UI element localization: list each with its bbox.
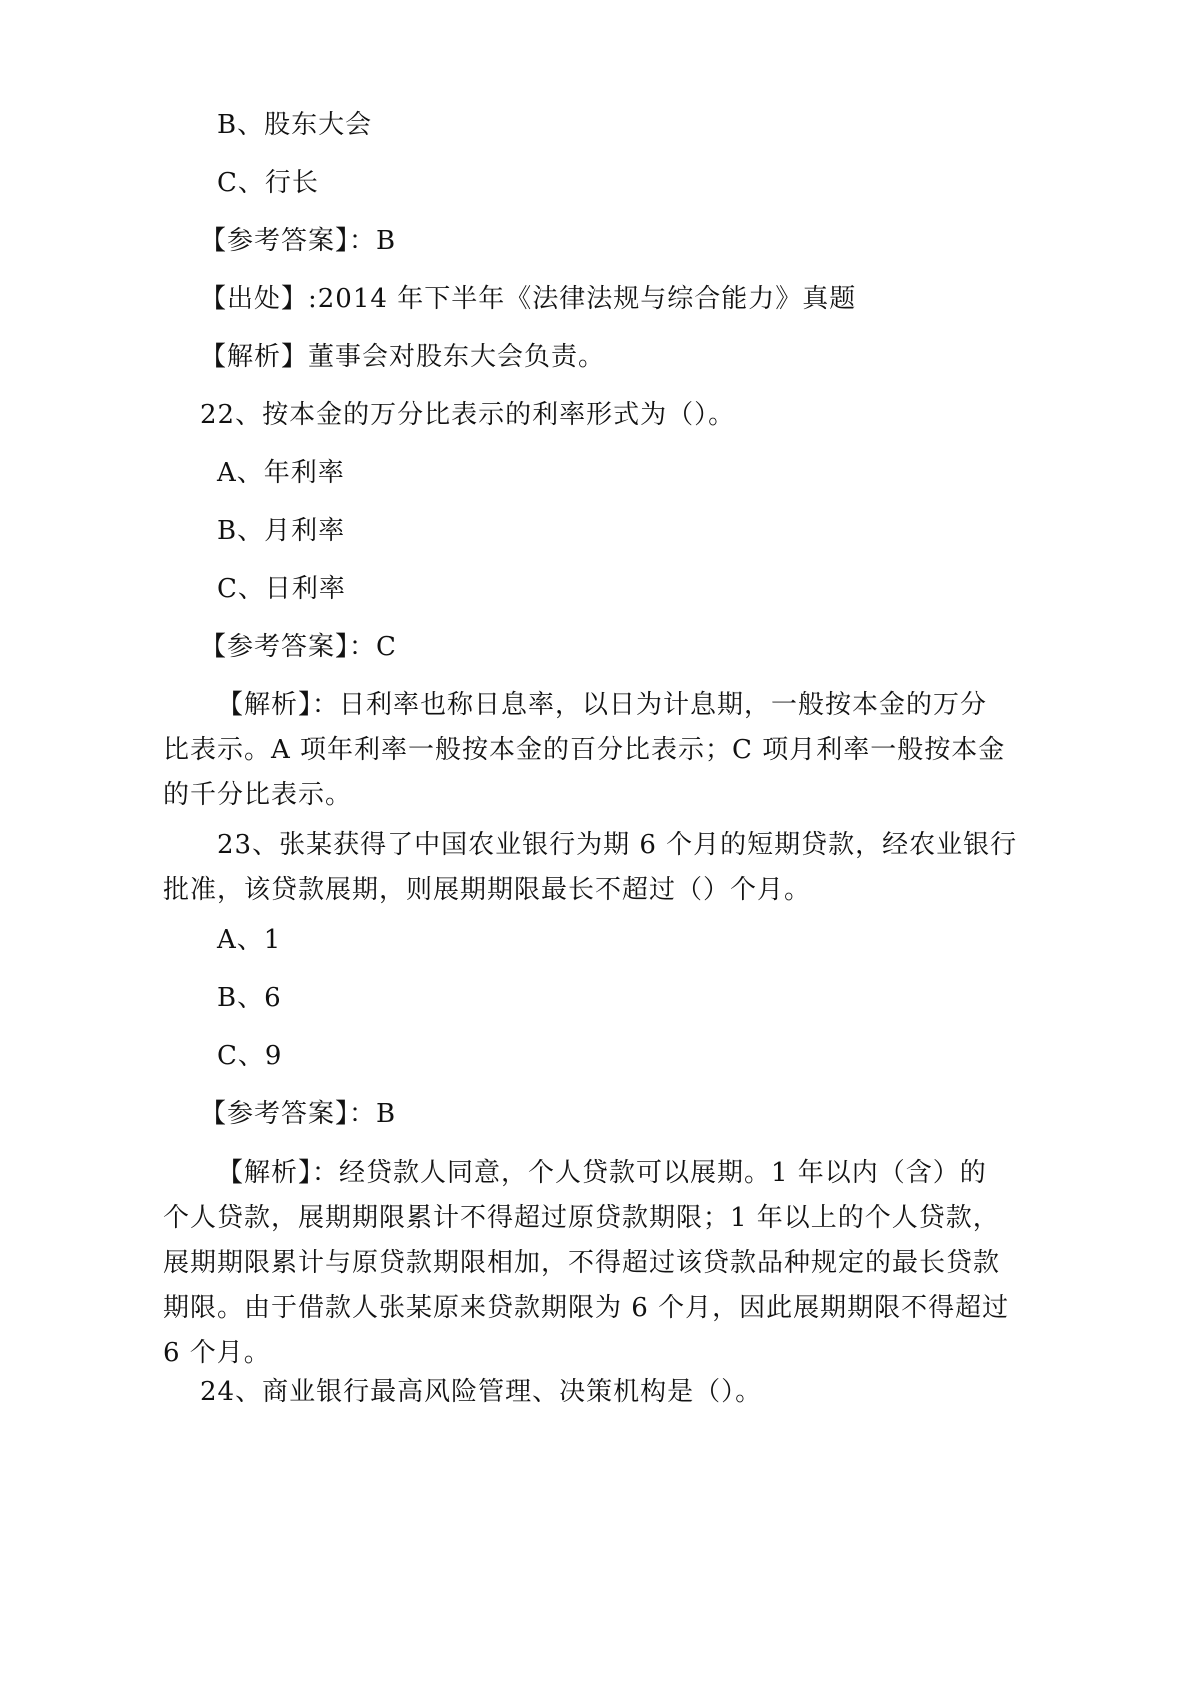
q23-analysis-line: 6 个月。 (163, 1338, 271, 1368)
q22-analysis-line: 比表示。A 项年利率一般按本金的百分比表示；C 项月利率一般按本金 (163, 735, 1006, 765)
q23-option-b: B、6 (217, 983, 282, 1013)
q23-answer: 【参考答案】：B (200, 1099, 397, 1129)
q23-question (163, 823, 1033, 913)
q22-analysis-line: 【解析】：日利率也称日息率，以日为计息期，一般按本金的万分 (217, 690, 988, 720)
q21-source: 【出处】:2014 年下半年《法律法规与综合能力》真题 (200, 284, 857, 314)
q22-option-a: A、年利率 (217, 458, 345, 488)
q23-option-c: C、9 (217, 1041, 283, 1071)
q21-analysis: 【解析】董事会对股东大会负责。 (200, 342, 606, 372)
q23-analysis-line: 期限。由于借款人张某原来贷款期限为 6 个月，因此展期期限不得超过 (163, 1293, 1010, 1323)
q22-option-b: B、月利率 (217, 516, 346, 546)
q23-question-line: 批准，该贷款展期，则展期期限最长不超过（）个月。 (163, 875, 812, 905)
q23-question-line: 23、张某获得了中国农业银行为期 6 个月的短期贷款，经农业银行 (217, 830, 1018, 860)
q21-option-c: C、行长 (217, 168, 319, 198)
q23-option-a: A、1 (217, 925, 282, 955)
q21-answer: 【参考答案】：B (200, 226, 397, 256)
q24-question: 24、商业银行最高风险管理、决策机构是（）。 (200, 1377, 763, 1407)
q23-analysis (163, 1151, 1033, 1376)
q22-analysis (163, 683, 1033, 818)
q22-analysis-line: 的千分比表示。 (163, 780, 353, 810)
q22-option-c: C、日利率 (217, 574, 346, 604)
q23-analysis-line: 【解析】：经贷款人同意，个人贷款可以展期。1 年以内（含）的 (217, 1158, 987, 1188)
q21-option-b: B、股东大会 (217, 110, 373, 140)
q22-question: 22、按本金的万分比表示的利率形式为（）。 (200, 400, 736, 430)
q22-answer: 【参考答案】：C (200, 632, 397, 662)
q23-analysis-line: 个人贷款，展期期限累计不得超过原贷款期限；1 年以上的个人贷款， (163, 1203, 1000, 1233)
q23-analysis-line: 展期期限累计与原贷款期限相加，不得超过该贷款品种规定的最长贷款 (163, 1248, 1001, 1278)
